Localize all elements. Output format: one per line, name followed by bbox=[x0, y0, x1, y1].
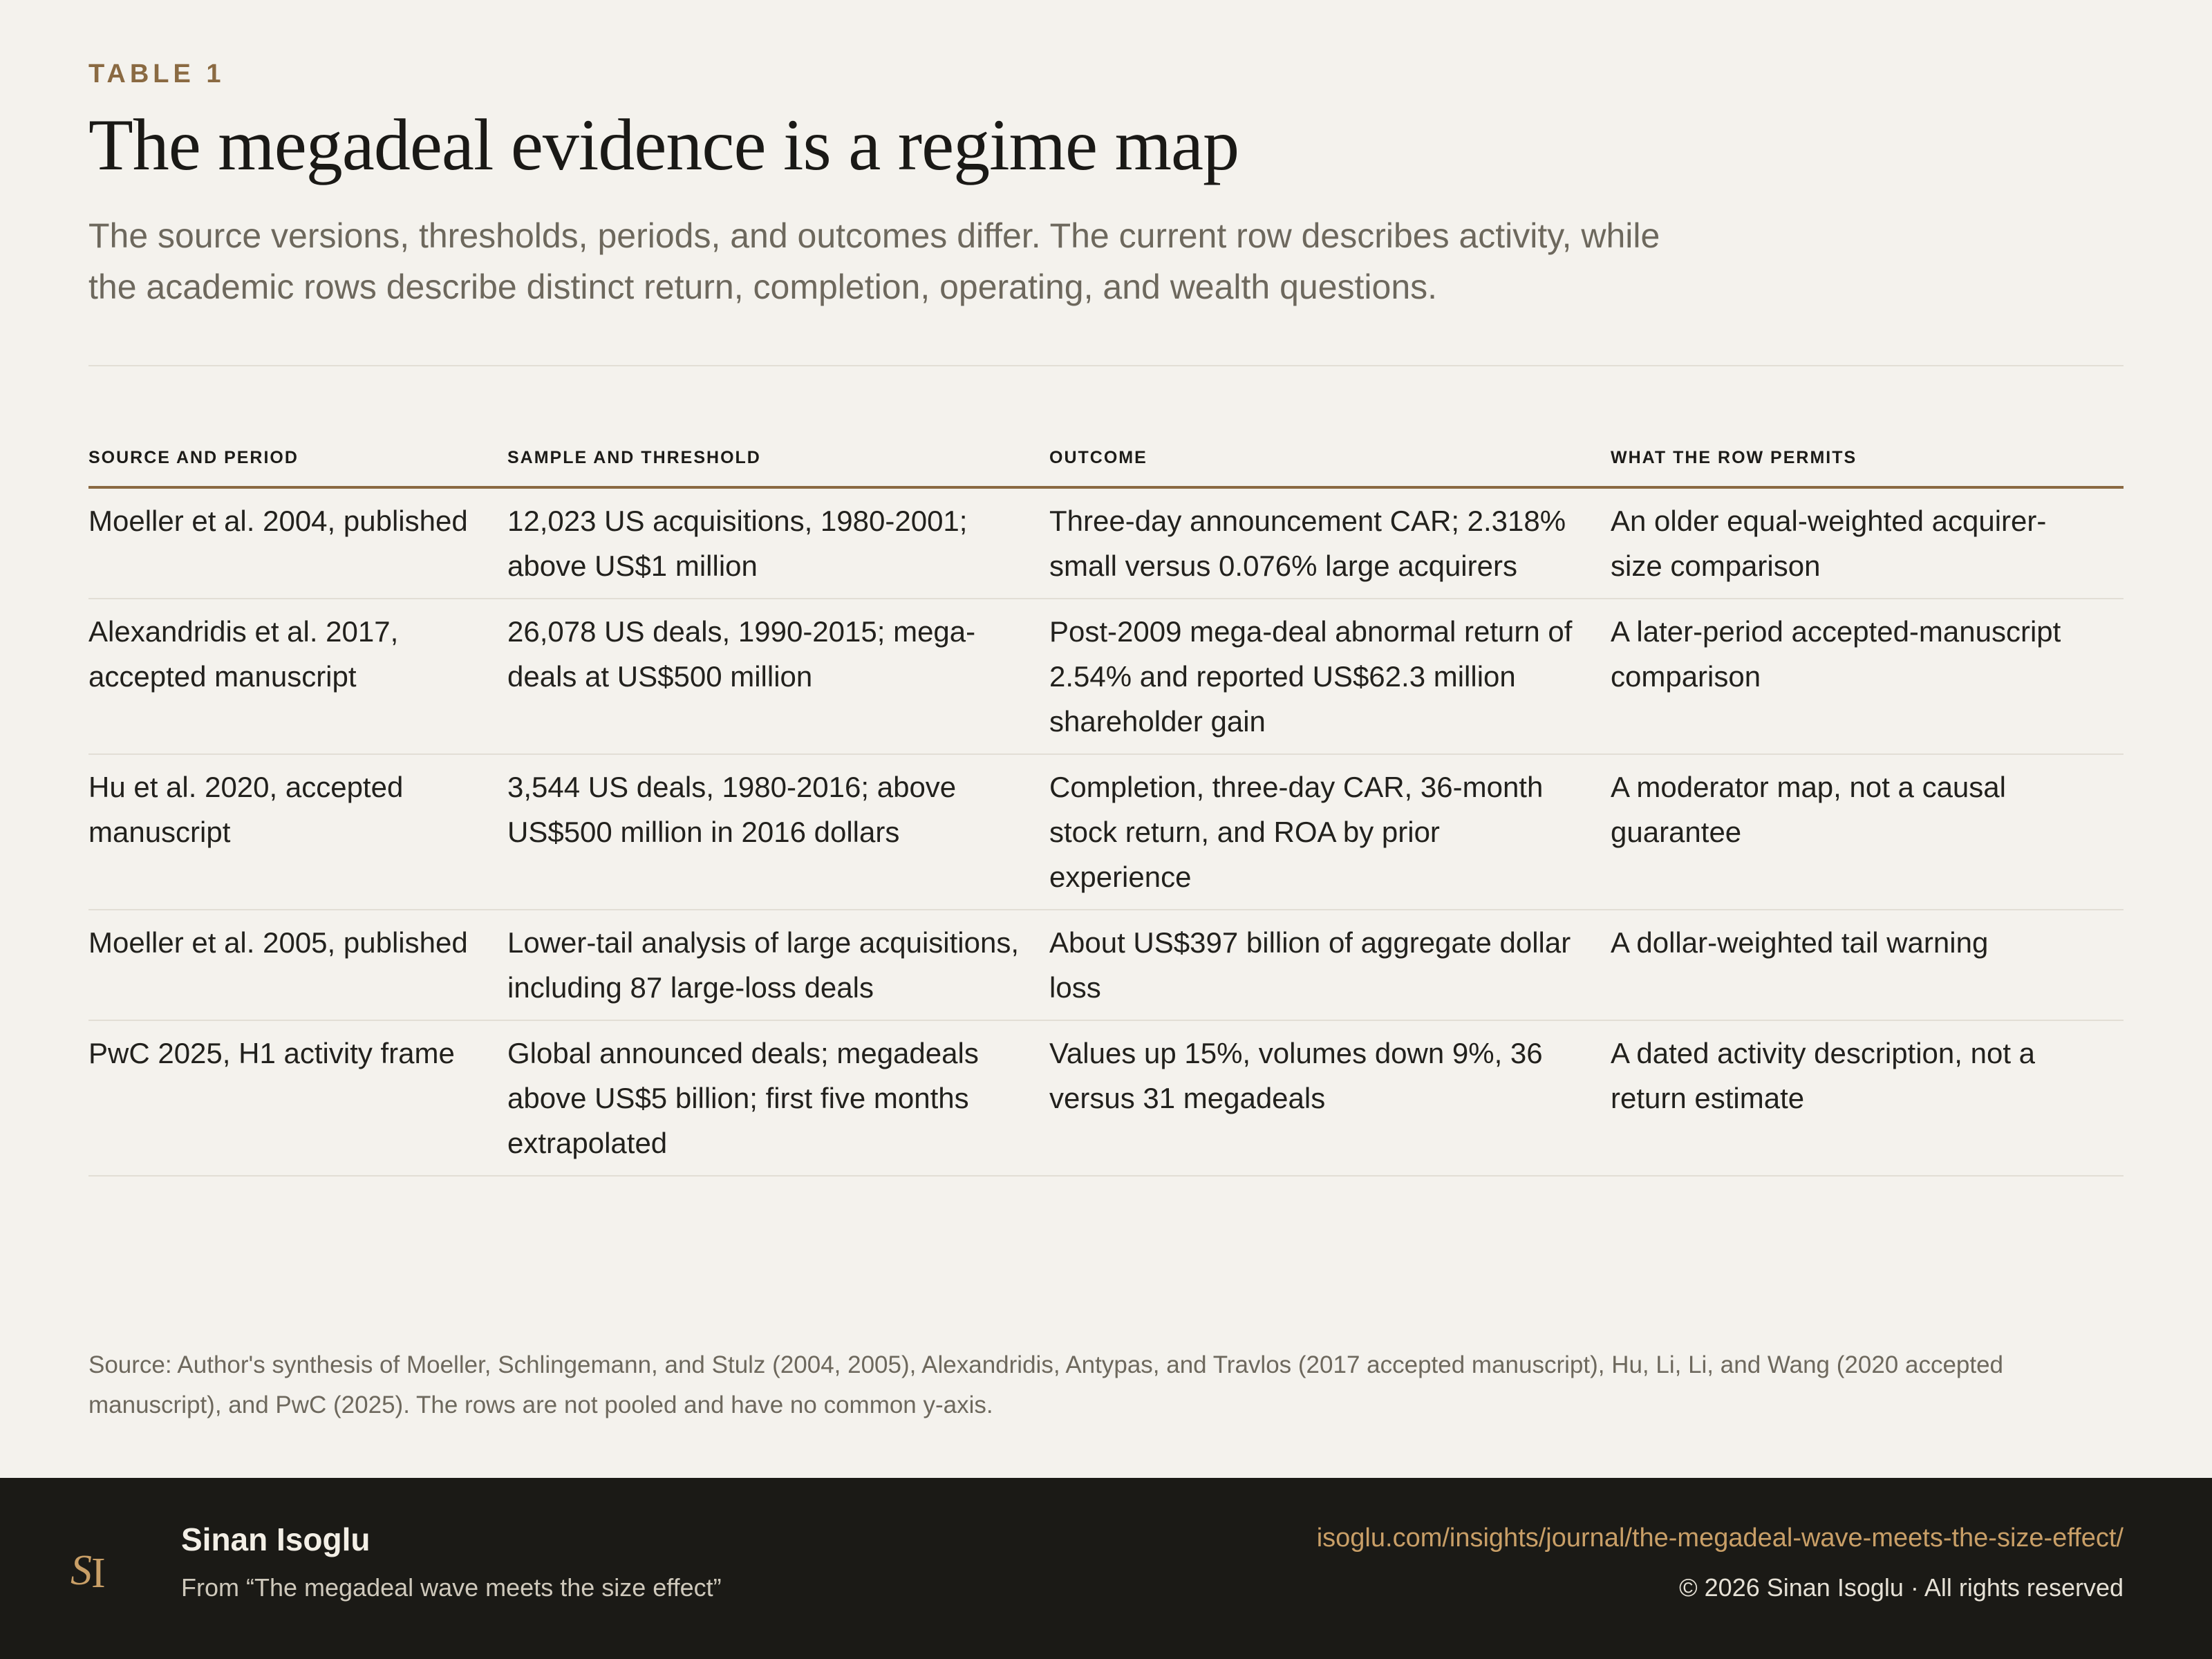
cell-outcome: About US$397 billion of aggregate dollar loss bbox=[1049, 910, 1611, 1020]
table-row bbox=[88, 1020, 2124, 1176]
cell-permits: A dollar-weighted tail warning bbox=[1611, 910, 2124, 1020]
cell-sample: 26,078 US deals, 1990-2015; mega-deals at US$500 million bbox=[507, 599, 1049, 754]
table-row bbox=[88, 487, 2124, 599]
cell-source: PwC 2025, H1 activity frame bbox=[88, 1020, 507, 1176]
table-row bbox=[88, 910, 2124, 1020]
column-header-sample: SAMPLE AND THRESHOLD bbox=[507, 448, 1049, 487]
cell-outcome: Three-day announcement CAR; 2.318% small versus 0.076% large acquirers bbox=[1049, 487, 1611, 599]
monogram-logo-icon bbox=[65, 1541, 120, 1597]
cell-outcome: Completion, three-day CAR, 36-month stock return, and ROA by prior experience bbox=[1049, 754, 1611, 910]
article-link[interactable]: isoglu.com/insights/journal/the-megadeal-wave-meets-the-size-effect/ bbox=[1316, 1524, 2124, 1553]
cell-sample: 12,023 US acquisitions, 1980-2001; above US$1 million bbox=[507, 487, 1049, 599]
table-row bbox=[88, 599, 2124, 754]
cell-source: Alexandridis et al. 2017, accepted manuscript bbox=[88, 599, 507, 754]
copyright-notice: © 2026 Sinan Isoglu · All rights reserved bbox=[1679, 1573, 2124, 1602]
source-note: Source: Author's synthesis of Moeller, Schlingemann, and Stulz (2004, 2005), Alexandridis, Antypas, and Travlos (2017 accepted manuscript), Hu, Li, Li, and Wang (2020 accepted manuscript), and PwC (2025). The rows are not pooled and have no common y-axis. bbox=[88, 1351, 2004, 1418]
cell-source: Hu et al. 2020, accepted manuscript bbox=[88, 754, 507, 910]
table-header-row bbox=[88, 448, 2124, 487]
table-eyebrow: TABLE 1 bbox=[88, 59, 225, 88]
author-name: Sinan Isoglu bbox=[181, 1521, 371, 1557]
page-subtitle: The source versions, thresholds, periods, and outcomes differ. The current row describes activity, while the academic rows describe distinct return, completion, operating, and wealth questions. bbox=[88, 216, 1660, 306]
cell-permits: An older equal-weighted acquirer-size comparison bbox=[1611, 487, 2124, 599]
column-header-permits: WHAT THE ROW PERMITS bbox=[1611, 448, 2124, 487]
article-reference: From “The megadeal wave meets the size effect” bbox=[181, 1573, 722, 1602]
cell-sample: Lower-tail analysis of large acquisitions, including 87 large-loss deals bbox=[507, 910, 1049, 1020]
cell-sample: 3,544 US deals, 1980-2016; above US$500 million in 2016 dollars bbox=[507, 754, 1049, 910]
svg-text:I: I bbox=[91, 1550, 106, 1597]
column-header-source: SOURCE AND PERIOD bbox=[88, 448, 507, 487]
cell-permits: A dated activity description, not a return estimate bbox=[1611, 1020, 2124, 1176]
cell-sample: Global announced deals; megadeals above US$5 billion; first five months extrapolated bbox=[507, 1020, 1049, 1176]
header-divider bbox=[88, 365, 2124, 366]
cell-outcome: Values up 15%, volumes down 9%, 36 versus 31 megadeals bbox=[1049, 1020, 1611, 1176]
cell-source: Moeller et al. 2005, published bbox=[88, 910, 507, 1020]
svg-text:S: S bbox=[71, 1547, 92, 1594]
page-title: The megadeal evidence is a regime map bbox=[88, 104, 1239, 185]
cell-outcome: Post-2009 mega-deal abnormal return of 2.54% and reported US$62.3 million shareholder gain bbox=[1049, 599, 1611, 754]
cell-permits: A later-period accepted-manuscript comparison bbox=[1611, 599, 2124, 754]
cell-source: Moeller et al. 2004, published bbox=[88, 487, 507, 599]
cell-permits: A moderator map, not a causal guarantee bbox=[1611, 754, 2124, 910]
evidence-table bbox=[88, 448, 2124, 1177]
column-header-outcome: OUTCOME bbox=[1049, 448, 1611, 487]
table-row bbox=[88, 754, 2124, 910]
footer-bar bbox=[0, 1478, 2212, 1659]
